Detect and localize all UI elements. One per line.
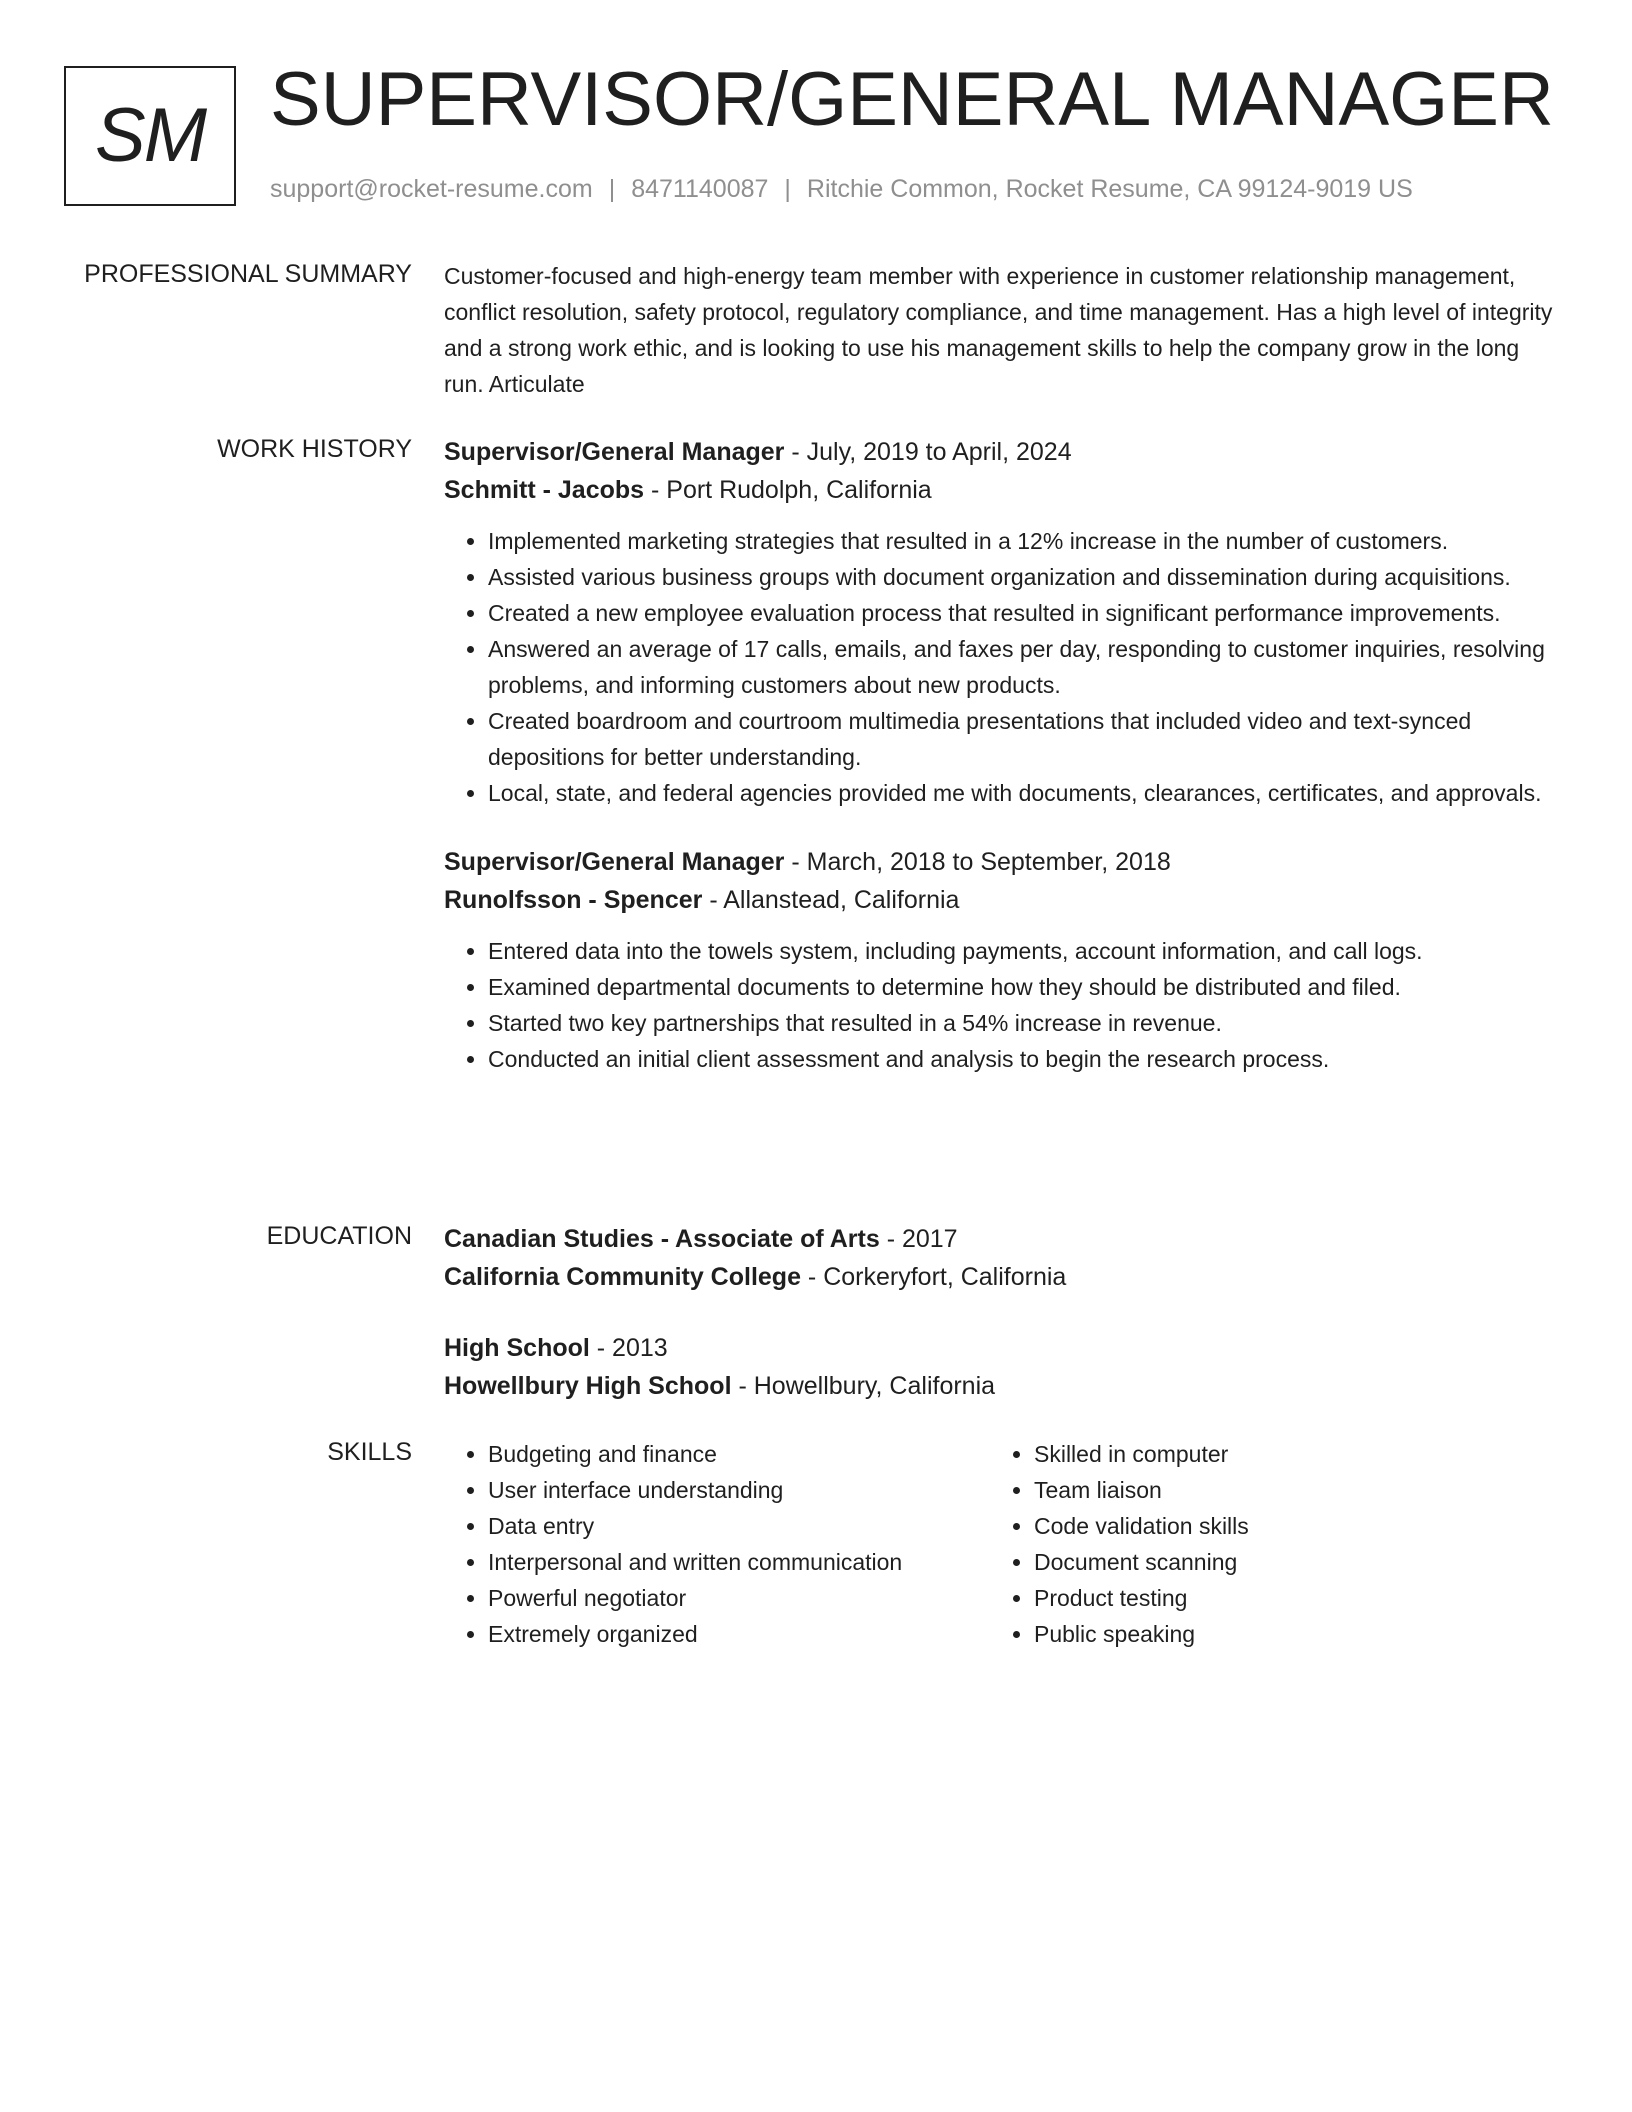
skill-item: • Skilled in computer (1034, 1436, 1536, 1472)
job-bullet: • Created a new employee evaluation process that resulted in significant performance improvements. (488, 595, 1556, 631)
skill-item: • Interpersonal and written communication (488, 1544, 990, 1580)
job-bullets (444, 523, 1556, 811)
job-title: Supervisor/General Manager (444, 848, 785, 876)
education-degree-line (444, 1220, 1556, 1258)
skills-column-left (444, 1436, 990, 1652)
education-location: - Corkeryfort, California (800, 1263, 1067, 1291)
skill-item: • Product testing (1034, 1580, 1536, 1616)
skill-item: • Team liaison (1034, 1472, 1536, 1508)
section-label-summary: PROFESSIONAL SUMMARY (84, 260, 412, 288)
job-bullet: • Examined departmental documents to determine how they should be distributed and filed. (488, 969, 1556, 1005)
job-bullet: • Conducted an initial client assessment and analysis to begin the research process. (488, 1041, 1556, 1077)
education-degree: High School (444, 1334, 590, 1362)
job-title: Supervisor/General Manager (444, 438, 785, 466)
skill-item: • Powerful negotiator (488, 1580, 990, 1616)
job-bullet: • Implemented marketing strategies that resulted in a 12% increase in the number of customers. (488, 523, 1556, 559)
education-year: - 2017 (879, 1225, 958, 1253)
skills-body (444, 1436, 1556, 1652)
job-dates: - March, 2018 to September, 2018 (784, 848, 1171, 876)
section-label-education: EDUCATION (266, 1222, 412, 1250)
job-bullet: • Entered data into the towels system, including payments, account information, and call logs. (488, 933, 1556, 969)
contact-address: Ritchie Common, Rocket Resume, CA 99124-9019 US (806, 175, 1413, 203)
education-school-line (444, 1258, 1556, 1296)
contact-email: support@rocket-resume.com (270, 175, 593, 203)
job-bullets (444, 933, 1556, 1077)
education-school-line (444, 1367, 1556, 1405)
skills-column-right (990, 1436, 1536, 1652)
education-school: California Community College (444, 1263, 801, 1291)
skill-item: • User interface understanding (488, 1472, 990, 1508)
candidate-name: SUPERVISOR/GENERAL MANAGER (270, 57, 1554, 142)
job-bullet: • Created boardroom and courtroom multimedia presentations that included video and text-synced depositions for better understanding. (488, 703, 1556, 775)
summary-body (444, 258, 1556, 402)
education-location: - Howellbury, California (731, 1372, 996, 1400)
education-body (444, 1220, 1556, 1405)
job-title-line (444, 843, 1556, 881)
job-company: Schmitt - Jacobs (444, 476, 645, 504)
education-school: Howellbury High School (444, 1372, 732, 1400)
job-location: - Allanstead, California (702, 886, 960, 914)
contact-separator: | (608, 175, 616, 203)
work-history-body (444, 433, 1556, 1077)
skill-item: • Code validation skills (1034, 1508, 1536, 1544)
education-year: - 2013 (589, 1334, 668, 1362)
job-company-line (444, 881, 1556, 919)
job-bullet: • Answered an average of 17 calls, emails, and faxes per day, responding to customer inquiries, resolving problems, and informing customers about new products. (488, 631, 1556, 703)
job-location: - Port Rudolph, California (644, 476, 932, 504)
monogram-initials: SM (95, 93, 205, 178)
job-company-line (444, 471, 1556, 509)
skill-item: • Data entry (488, 1508, 990, 1544)
skill-item: • Public speaking (1034, 1616, 1536, 1652)
education-entry (444, 1329, 1556, 1405)
section-label-skills: SKILLS (327, 1438, 412, 1466)
education-degree-line (444, 1329, 1556, 1367)
contact-phone: 8471140087 (631, 175, 769, 203)
job-company: Runolfsson - Spencer (444, 886, 703, 914)
job-bullet: • Assisted various business groups with document organization and dissemination during acquisitions. (488, 559, 1556, 595)
skill-item: • Budgeting and finance (488, 1436, 990, 1472)
job-bullet: • Started two key partnerships that resulted in a 54% increase in revenue. (488, 1005, 1556, 1041)
skill-item: • Document scanning (1034, 1544, 1536, 1580)
skill-item: • Extremely organized (488, 1616, 990, 1652)
job-entry (444, 433, 1556, 811)
job-bullet: • Local, state, and federal agencies provided me with documents, clearances, certificates, and approvals. (488, 775, 1556, 811)
education-entry (444, 1220, 1556, 1296)
section-label-work-history: WORK HISTORY (217, 435, 412, 463)
contact-separator: | (784, 175, 791, 203)
skills-list (990, 1436, 1536, 1652)
education-degree: Canadian Studies - Associate of Arts (444, 1225, 880, 1253)
skills-grid (444, 1436, 1556, 1652)
skills-list (444, 1436, 990, 1652)
contact-line (270, 174, 1413, 204)
job-entry (444, 843, 1556, 1077)
job-title-line (444, 433, 1556, 471)
job-dates: - July, 2019 to April, 2024 (784, 438, 1072, 466)
monogram-box (64, 66, 236, 206)
summary-text: Customer-focused and high-energy team member with experience in customer relationship management, conflict resolution, safety protocol, regulatory compliance, and time management. Has a high level of integrity and a strong work ethic, and is looking to use his management skills to help the company grow in the long run. Articulate (444, 263, 1553, 397)
